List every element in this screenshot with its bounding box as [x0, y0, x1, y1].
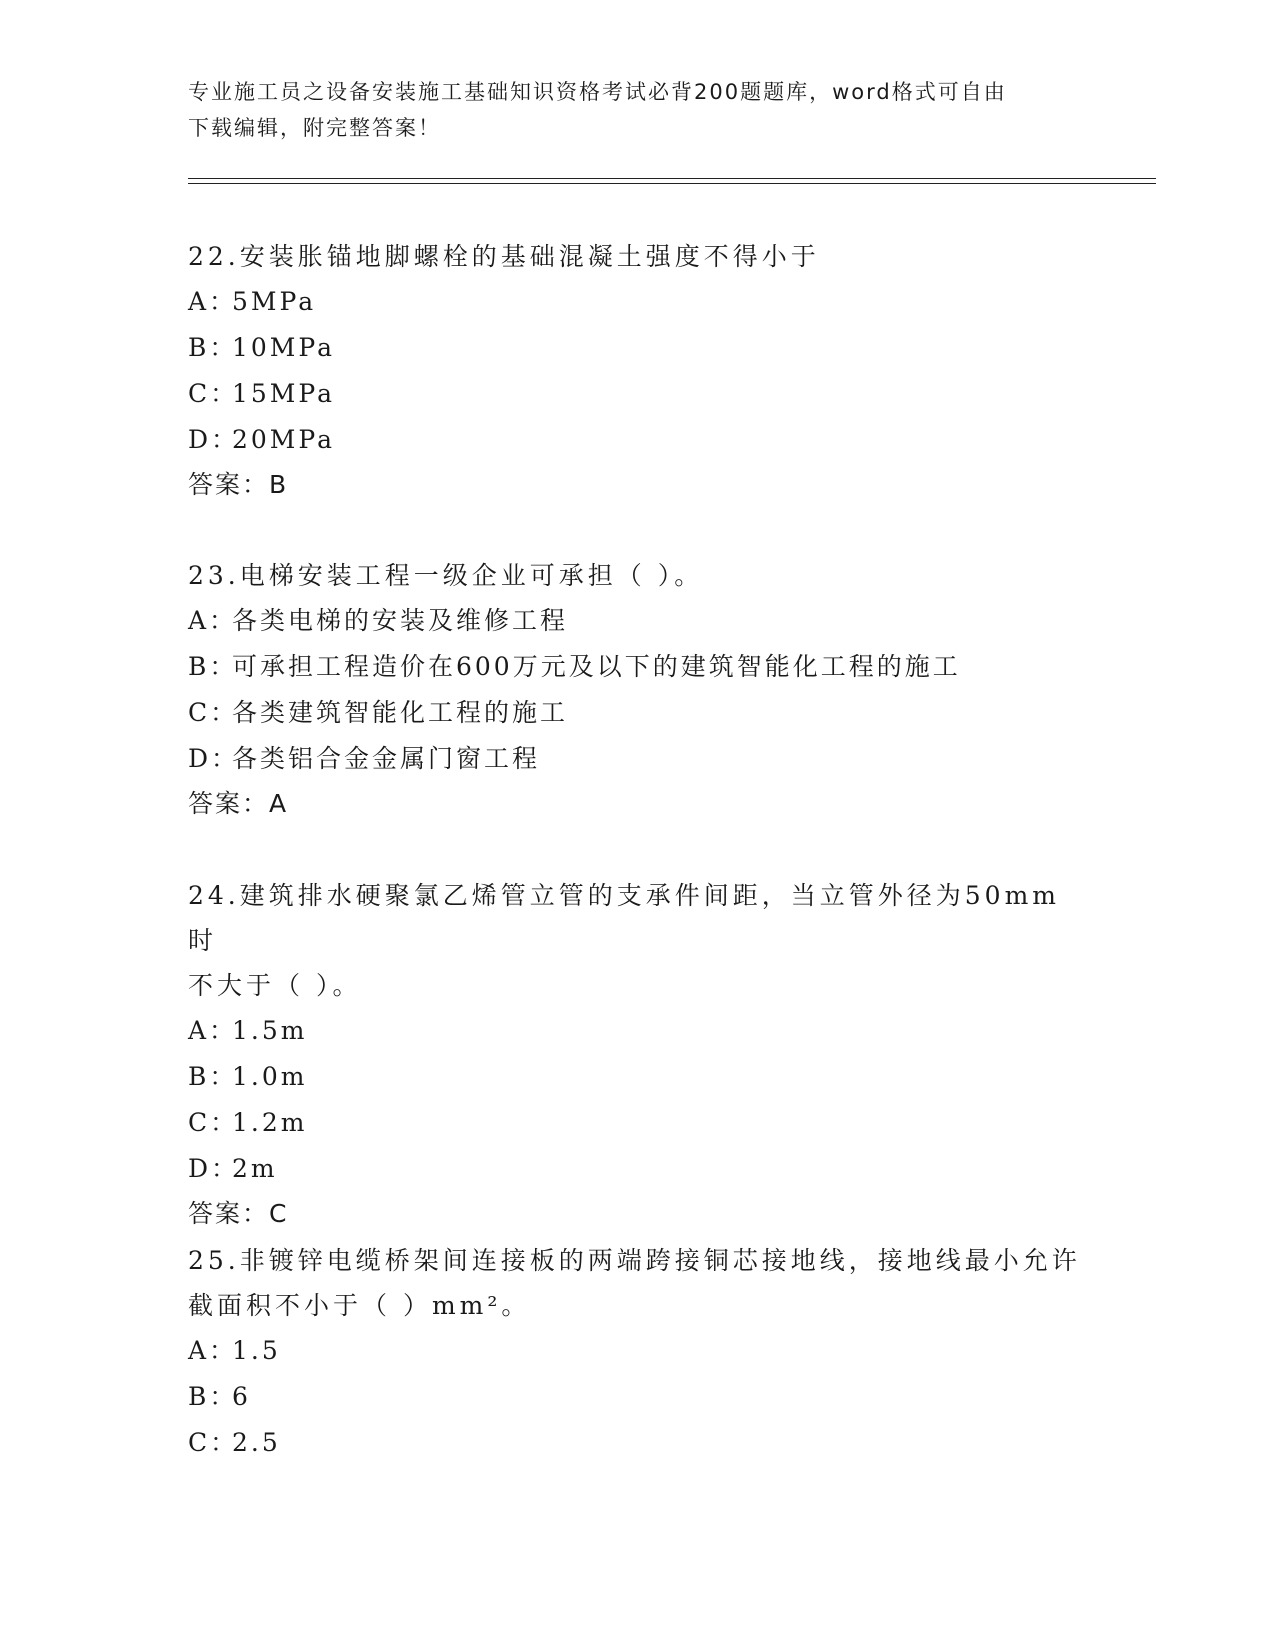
option-text: 2.5 — [232, 1428, 281, 1457]
question-23 — [188, 553, 1088, 826]
header-line-2: 下载编辑，附完整答案！ — [188, 116, 441, 140]
answer-line: 答案：A — [188, 789, 289, 818]
option-b — [188, 1374, 1088, 1420]
option-b — [188, 644, 1088, 690]
option-letter: D： — [188, 1154, 240, 1183]
option-letter: B： — [188, 1382, 238, 1411]
answer-line: 答案：C — [188, 1199, 289, 1228]
option-text: 各类电梯的安装及维修工程 — [232, 606, 569, 635]
option-d — [188, 417, 1088, 463]
header-divider-top — [188, 178, 1156, 179]
option-letter: B： — [188, 333, 238, 362]
option-a — [188, 598, 1088, 644]
option-text: 可承担工程造价在600万元及以下的建筑智能化工程的施工 — [232, 652, 961, 681]
question-stem: 22.安装胀锚地脚螺栓的基础混凝土强度不得小于 — [188, 242, 820, 271]
option-text: 10MPa — [232, 333, 336, 362]
option-a — [188, 1008, 1088, 1054]
option-a — [188, 279, 1088, 325]
option-letter: B： — [188, 1062, 238, 1091]
option-text: 各类铝合金金属门窗工程 — [232, 744, 541, 773]
question-stem-line-2: 不大于（ ）。 — [188, 971, 362, 1000]
option-letter: C： — [188, 1428, 239, 1457]
option-text: 6 — [232, 1382, 251, 1411]
option-text: 5MPa — [232, 287, 317, 316]
option-letter: C： — [188, 379, 239, 408]
header-line-1: 专业施工员之设备安装施工基础知识资格考试必背200题题库，word格式可自由 — [188, 80, 1007, 104]
question-stem-line-1: 24.建筑排水硬聚氯乙烯管立管的支承件间距，当立管外径为50mm时 — [188, 881, 1060, 955]
question-stem-line-1: 25.非镀锌电缆桥架间连接板的两端跨接铜芯接地线，接地线最小允许 — [188, 1246, 1081, 1275]
option-text: 1.5 — [232, 1336, 281, 1365]
header-divider-bottom — [188, 183, 1156, 184]
option-c — [188, 1100, 1088, 1146]
option-c — [188, 1420, 1088, 1466]
option-text: 20MPa — [232, 425, 336, 454]
option-d — [188, 736, 1088, 782]
option-text: 15MPa — [232, 379, 336, 408]
question-24 — [188, 873, 1088, 1236]
option-letter: A： — [188, 1336, 238, 1365]
question-25 — [188, 1238, 1088, 1466]
document-header — [188, 74, 1078, 146]
option-text: 1.2m — [232, 1108, 308, 1137]
option-text: 2m — [232, 1154, 278, 1183]
option-letter: C： — [188, 1108, 239, 1137]
option-letter: A： — [188, 287, 238, 316]
option-d — [188, 1146, 1088, 1192]
question-stem-line-2: 截面积不小于（ ）mm²。 — [188, 1291, 531, 1320]
option-letter: A： — [188, 606, 238, 635]
option-letter: C： — [188, 698, 239, 727]
option-letter: B： — [188, 652, 238, 681]
option-letter: D： — [188, 425, 240, 454]
option-text: 各类建筑智能化工程的施工 — [232, 698, 569, 727]
option-a — [188, 1328, 1088, 1374]
answer-line: 答案：B — [188, 470, 289, 499]
question-22 — [188, 234, 1088, 507]
option-b — [188, 1054, 1088, 1100]
option-c — [188, 371, 1088, 417]
option-text: 1.0m — [232, 1062, 308, 1091]
option-letter: A： — [188, 1016, 238, 1045]
option-c — [188, 690, 1088, 736]
option-letter: D： — [188, 744, 240, 773]
option-b — [188, 325, 1088, 371]
question-stem: 23.电梯安装工程一级企业可承担（ ）。 — [188, 561, 704, 590]
option-text: 1.5m — [232, 1016, 308, 1045]
